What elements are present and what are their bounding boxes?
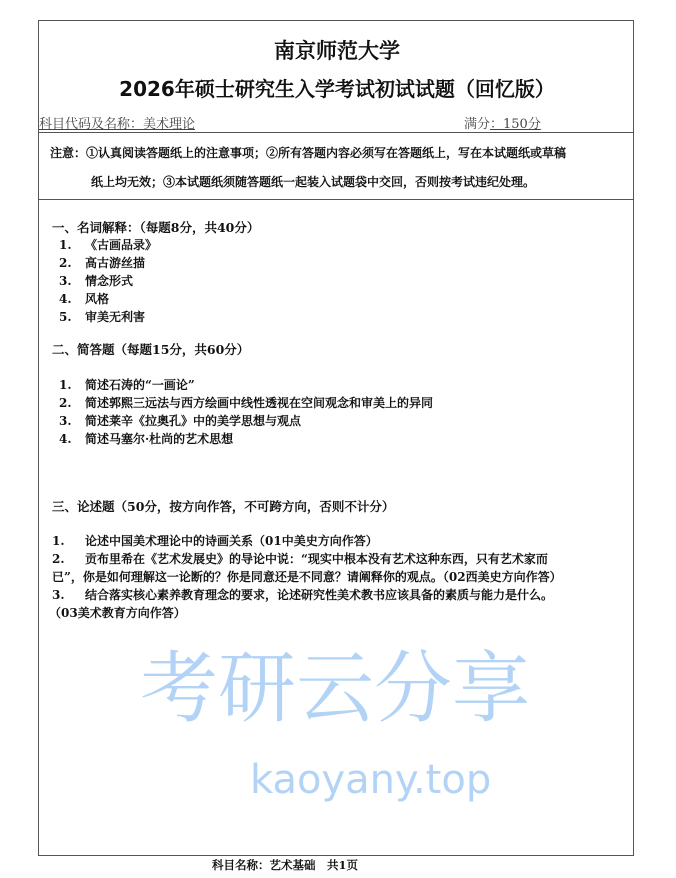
- footer: 科目名称：艺术基础 共1页: [212, 858, 359, 872]
- section-heading: 三、论述题（50分，按方向作答，不可跨方向，否则不计分）: [52, 499, 395, 514]
- full-score: [464, 113, 541, 132]
- list-item-continuation: 已”，你是如何理解这一论断的？你是同意还是不同意？请阐释你的观点。（02西美史方向作答）: [52, 570, 562, 584]
- score-label: 满分: [464, 117, 491, 132]
- section-heading: 二、简答题（每题15分，共60分）: [52, 342, 250, 357]
- notice-line-2: 纸上均无效；③本试题纸须随答题纸一起装入试题袋中交回，否则按考试违纪处理。: [91, 175, 536, 189]
- list-item-continuation: （03美术教育方向作答）: [49, 606, 186, 620]
- list-item: 1. 《古画品录》: [59, 238, 158, 252]
- list-item: 2. 贡布里希在《艺术发展史》的导论中说：“现实中根本没有艺术这种东西，只有艺术家而: [52, 552, 548, 566]
- list-item: 2. 高古游丝描: [59, 256, 146, 270]
- list-item: 4. 简述马塞尔·杜尚的艺术思想: [59, 432, 234, 446]
- score-value: ：150分: [490, 117, 541, 132]
- section-heading: 一、名词解释：（每题8分，共40分）: [52, 220, 260, 235]
- divider: [39, 199, 633, 200]
- list-item: 3. 简述莱辛《拉奥孔》中的美学思想与观点: [59, 414, 302, 428]
- university-name: 南京师范大学: [274, 39, 400, 63]
- subject-label: 科目代码及名称：美术理论: [39, 117, 196, 132]
- notice-line-1: 注意：①认真阅读答题纸上的注意事项；②所有答题内容必须写在答题纸上，写在本试题纸或草稿: [50, 146, 567, 160]
- exam-title: 2026年硕士研究生入学考试初试试题（回忆版）: [119, 77, 555, 101]
- list-item: 5. 审美无利害: [59, 310, 146, 324]
- list-item: 2. 简述郭熙三远法与西方绘画中线性透视在空间观念和审美上的异同: [59, 396, 434, 410]
- watermark-chinese: 考研云分享: [140, 644, 531, 734]
- list-item: 3. 结合落实核心素养教育理念的要求，论述研究性美术教书应该具备的素质与能力是什么。: [52, 588, 554, 602]
- divider: [39, 132, 633, 133]
- list-item: 3. 情念形式: [59, 274, 134, 288]
- list-item: 4. 风格: [59, 292, 110, 306]
- list-item: 1. 论述中国美术理论中的诗画关系（01中美史方向作答）: [52, 534, 378, 548]
- list-item: 1. 简述石涛的“一画论”: [59, 378, 195, 392]
- watermark-url: kaoyany.top: [250, 757, 492, 803]
